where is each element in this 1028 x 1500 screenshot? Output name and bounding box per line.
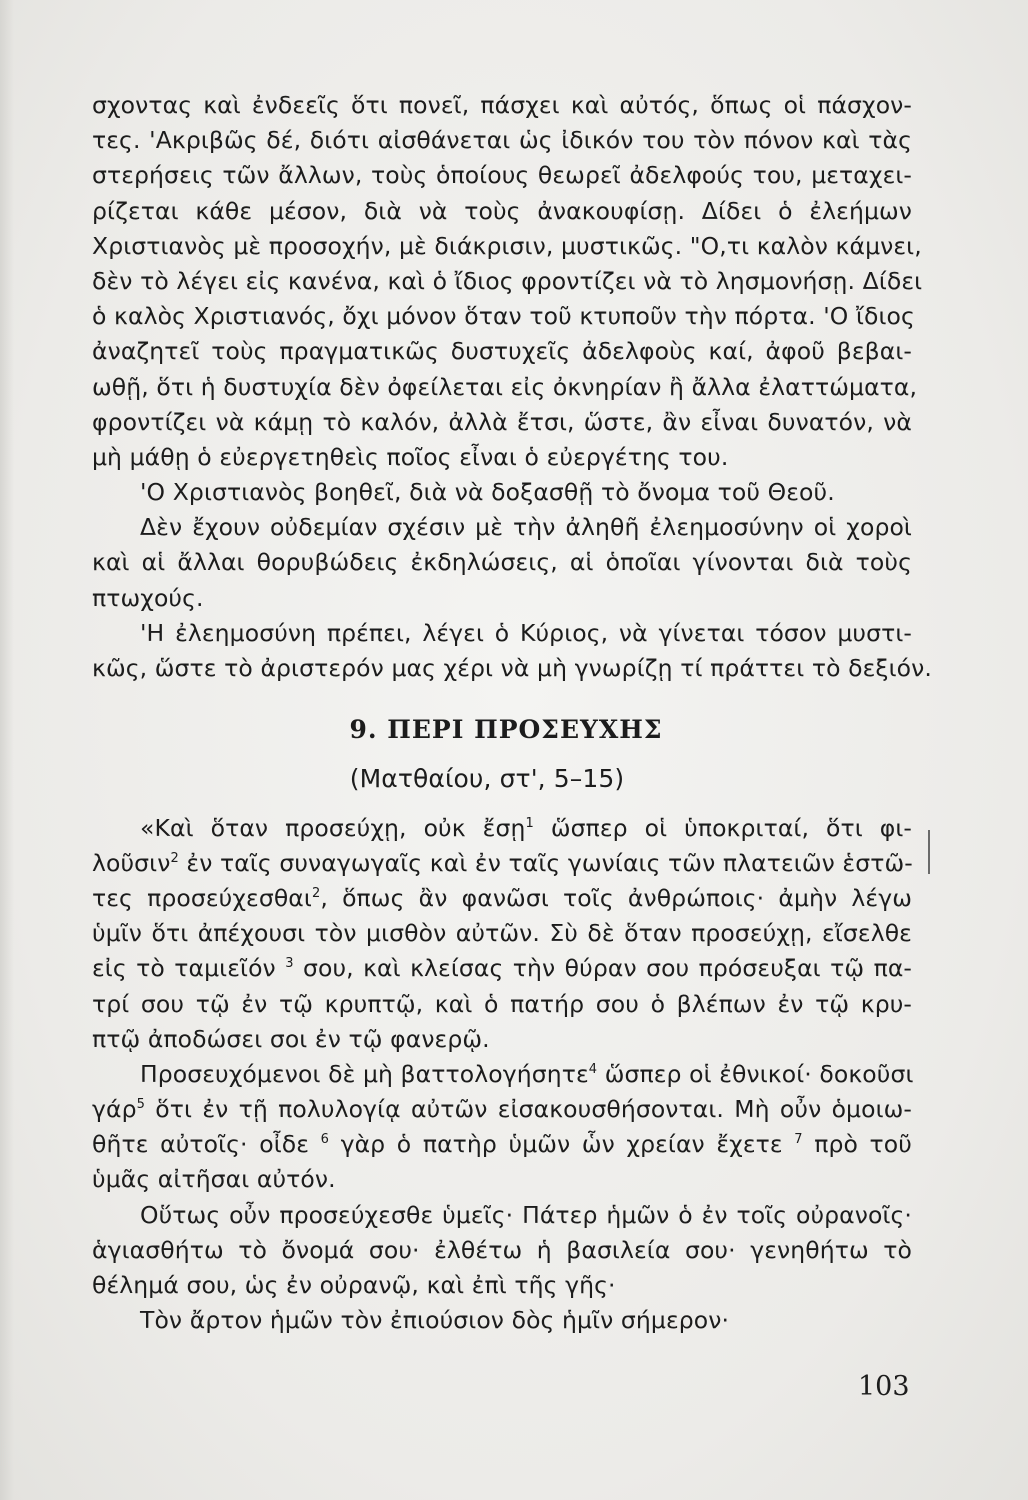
line-text: σου, καὶ κλείσας τὴν θύραν σου πρόσευξαι τῷ πα- [293, 954, 912, 983]
text-line: τρί σου τῷ ἐν τῷ κρυπτῷ, καὶ ὁ πατήρ σου ὁ βλέπων ἐν τῷ κρυ- [92, 989, 912, 1018]
text-line [92, 846, 912, 881]
line-text: , ὅπως ἂν φανῶσι τοῖς ἀνθρώποις· ἀμὴν λέγω [320, 883, 913, 912]
section-title: 9. ΠΕΡΙ ΠΡΟΣΕΥΧΗΣ [349, 715, 663, 745]
text-line: ὑμᾶς αἰτῆσαι αὐτόν. [92, 1165, 336, 1194]
line-text: τες προσεύχεσθαι [92, 883, 312, 912]
line-text: θῆτε αὐτοῖς· οἶδε [92, 1130, 321, 1159]
text-line: καὶ αἱ ἄλλαι θορυβώδεις ἐκδηλώσεις, αἱ ὁποῖαι γίνονται διὰ τοὺς [92, 548, 912, 577]
scripture-babbling [92, 1057, 912, 1198]
text-line: κῶς, ὥστε τὸ ἀριστερόν μας χέρι νὰ μὴ γνωρίζῃ τί πράττει τὸ δεξιόν. [92, 654, 932, 682]
text-line: Χριστιανὸς μὲ προσοχήν, μὲ διάκρισιν, μυστικῶς. "Ο,τι καλὸν κάμνει, [92, 231, 922, 260]
text-line: σχοντας καὶ ἐνδεεῖς ὅτι πονεῖ, πάσχει καὶ αὐτός, ὅπως οἱ πάσχον- [92, 91, 912, 119]
line-text: ὅτι ἐν τῇ πολυλογίᾳ αὐτῶν εἰσακουσθήσονται. Μὴ οὖν ὁμοιω- [145, 1095, 912, 1124]
footnote-mark: 2 [170, 850, 179, 866]
text-line: 'Ο Χριστιανὸς βοηθεῖ, διὰ νὰ δοξασθῇ τὸ ὄνομα τοῦ Θεοῦ. [140, 478, 835, 507]
footnote-mark: 6 [320, 1132, 329, 1148]
paragraph-dances [92, 510, 912, 616]
text-line: ρίζεται κάθε μέσον, διὰ νὰ τοὺς ἀνακουφίσῃ. Δίδει ὁ ἐλεήμων [92, 196, 912, 225]
line-text: λοῦσιν [92, 848, 171, 877]
footnote-mark: 4 [588, 1061, 598, 1077]
page-number: 103 [858, 1371, 910, 1402]
line-text: ὥσπερ οἱ ἐθνικοί· δοκοῦσι [597, 1059, 914, 1088]
text-line: στερήσεις τῶν ἄλλων, τοὺς ὁποίους θεωρεῖ ἀδελφούς του, μεταχει- [92, 161, 912, 190]
line-text: Προσευχόμενοι δὲ μὴ βαττολογήσητε [140, 1059, 589, 1088]
text-line: ωθῇ, ὅτι ἡ δυστυχία δὲν ὀφείλεται εἰς ὀκνηρίαν ἢ ἄλλα ἐλαττώματα, [92, 372, 918, 401]
text-line: πτωχούς. [92, 583, 204, 612]
text-line: ἀναζητεῖ τοὺς πραγματικῶς δυστυχεῖς ἀδελφοὺς καί, ἀφοῦ βεβαι- [92, 337, 912, 366]
text-line: μὴ μάθῃ ὁ εὐεργετηθεὶς ποῖος εἶναι ὁ εὐεργέτης του. [92, 442, 729, 471]
line-text: ἐν ταῖς συναγωγαῖς καὶ ἐν ταῖς γωνίαις τῶν πλατειῶν ἑστῶ- [178, 848, 913, 877]
text-line: ἁγιασθήτω τὸ ὄνομά σου· ἐλθέτω ἡ βασιλεία σου· γενηθήτω τὸ [92, 1235, 912, 1264]
paragraph-almsgiving [92, 88, 923, 475]
text-line: ὁ καλὸς Χριστιανός, ὄχι μόνον ὅταν τοῦ κτυποῦν τὴν πόρτα. 'Ο ἴδιος [92, 302, 915, 331]
line-text: «Καὶ ὅταν προσεύχῃ, οὐκ ἔσῃ [140, 813, 526, 842]
text-line [92, 881, 912, 916]
footnote-mark: 3 [285, 956, 294, 972]
text-line: Δὲν ἔχουν οὐδεμίαν σχέσιν μὲ τὴν ἀληθῆ ἐλεημοσύνην οἱ χοροὶ [140, 513, 912, 542]
text-line: Οὕτως οὖν προσεύχεσθε ὑμεῖς· Πάτερ ἡμῶν ὁ ἐν τοῖς οὐρανοῖς· [140, 1200, 912, 1229]
footnote-mark: 5 [136, 1097, 145, 1113]
binding-shadow [0, 0, 14, 1500]
scripture-lords-prayer [92, 1198, 912, 1304]
text-line: πτῷ ἀποδώσει σοι ἐν τῷ φανερῷ. [92, 1024, 490, 1053]
section-reference: (Ματθαίου, στ', 5–15) [349, 764, 625, 794]
page-text [92, 88, 932, 1338]
text-line: ὑμῖν ὅτι ἀπέχουσι τὸν μισθὸν αὐτῶν. Σὺ δὲ ὅταν προσεύχῃ, εἴσελθε [92, 919, 912, 948]
line-text: πρὸ τοῦ [802, 1130, 912, 1159]
text-line [92, 951, 912, 986]
text-line: δὲν τὸ λέγει εἰς κανένα, καὶ ὁ ἴδιος φροντίζει νὰ τὸ λησμονήσῃ. Δίδει [92, 266, 923, 295]
line-text: ὥσπερ οἱ ὑποκριταί, ὅτι φι- [533, 813, 912, 842]
footnote-mark: 7 [794, 1132, 803, 1148]
text-line: 'Η ἐλεημοσύνη πρέπει, λέγει ὁ Κύριος, νὰ γίνεται τόσον μυστι- [140, 618, 912, 647]
line-text: εἰς τὸ ταμιεῖόν [92, 954, 286, 983]
footnote-mark: 2 [311, 885, 321, 901]
margin-mark [928, 830, 930, 874]
text-line [92, 1057, 912, 1092]
footnote-mark: 1 [525, 815, 534, 831]
scripture-hypocrites [92, 811, 912, 1057]
text-line: Τὸν ἄρτον ἡμῶν τὸν ἐπιούσιον δὸς ἡμῖν σήμερον· [140, 1306, 730, 1335]
scripture-daily-bread [92, 1303, 912, 1338]
line-text: γὰρ ὁ πατὴρ ὑμῶν ὧν χρείαν ἔχετε [328, 1130, 795, 1159]
text-line [92, 1092, 912, 1127]
paragraph-glory [92, 475, 912, 510]
text-line: φροντίζει νὰ κάμῃ τὸ καλόν, ἀλλὰ ἔτσι, ὥστε, ἂν εἶναι δυνατόν, νὰ [92, 407, 912, 436]
line-text: γάρ [92, 1095, 137, 1124]
text-line [92, 1127, 912, 1162]
text-line [92, 811, 912, 846]
paragraph-secret [92, 616, 932, 686]
text-line: τες. 'Ακριβῶς δέ, διότι αἰσθάνεται ὡς ἰδικόν του τὸν πόνον καὶ τὰς [92, 126, 912, 155]
text-line: θέλημά σου, ὡς ἐν οὐρανῷ, καὶ ἐπὶ τῆς γῆς· [92, 1271, 616, 1299]
